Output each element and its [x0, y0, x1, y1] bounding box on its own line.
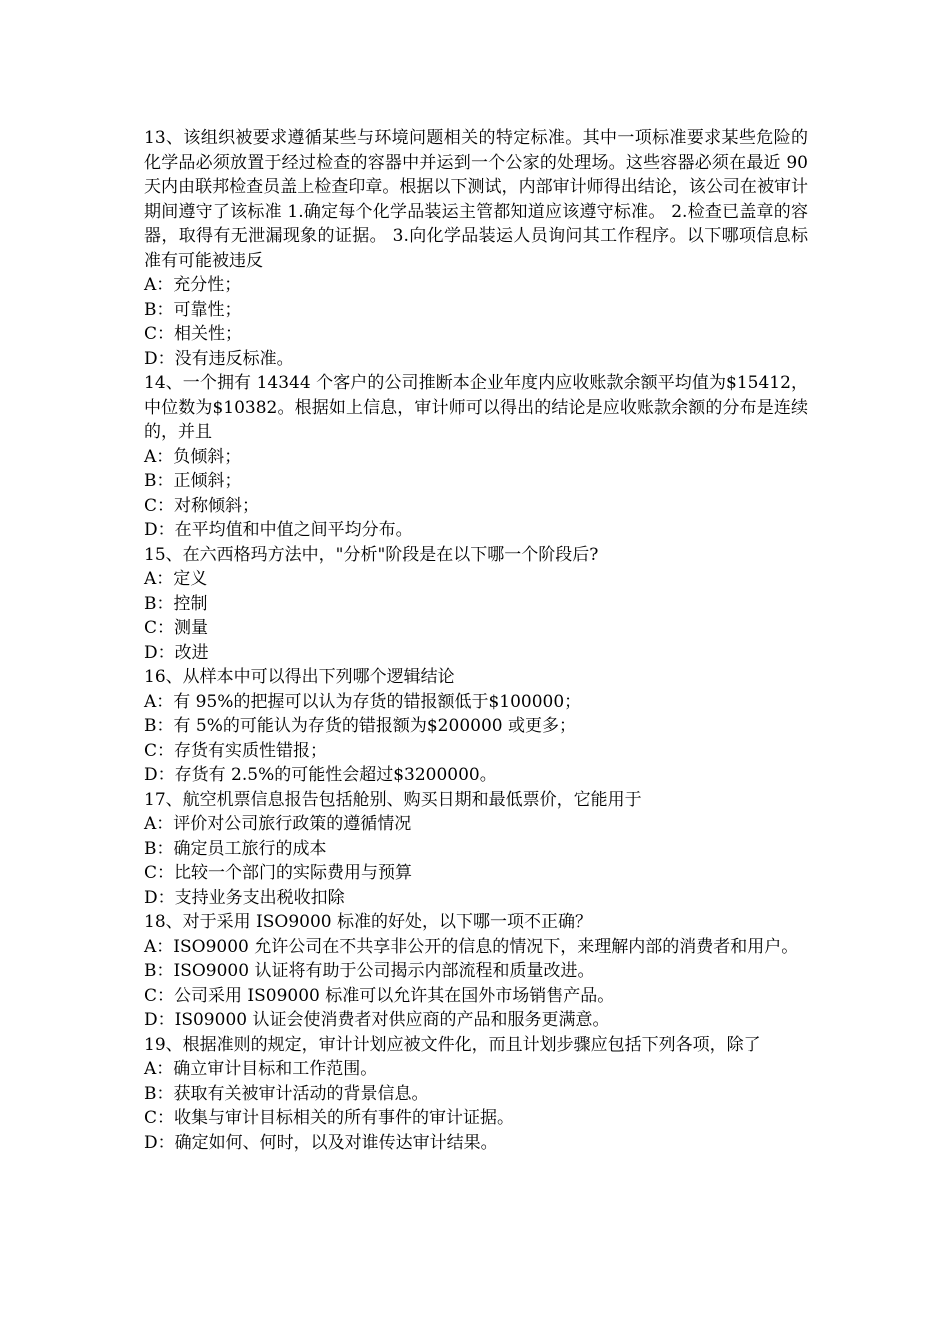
- option-a: A：评价对公司旅行政策的遵循情况: [144, 814, 412, 834]
- question-stem: 19、根据准则的规定，审计计划应被文件化，而且计划步骤应包括下列各项，除了: [144, 1034, 761, 1055]
- option-b: B：获取有关被审计活动的背景信息。: [144, 1083, 429, 1104]
- question-stem: 13、该组织被要求遵循某些与环境问题相关的特定标准。其中一项标准要求某些危险的化学品必须放置于经过检查的容器中并运到一个公家的处理场。这些容器必须在最近 90 天内由联邦检查员盖上检查印章。根据以下测试，内部审计师得出结论，该公司在被审计期间遵守了该标准 1.确定每个化学品装运主管都知道应该遵守标准。 2.检查已盖章的容器，取得有无泄漏现象的证据。 3.向化学品装运人员询问其工作程序。以下哪项信息标准有可能被违反: [144, 128, 808, 271]
- question-stem: 18、对于采用 ISO9000 标准的好处，以下哪一项不正确？: [144, 912, 593, 932]
- option-c: C：测量: [144, 618, 209, 638]
- option-d: D：没有违反标准。: [144, 348, 294, 369]
- option-a: A：ISO9000 允许公司在不共享非公开的信息的情况下，来理解内部的消费者和用户。: [144, 936, 799, 957]
- option-a: A：充分性；: [144, 275, 242, 295]
- option-a: A：确立审计目标和工作范围。: [144, 1059, 378, 1079]
- option-c: C：比较一个部门的实际费用与预算: [144, 863, 413, 883]
- question-13: [144, 126, 808, 371]
- option-d: D：IS09000 认证会使消费者对供应商的产品和服务更满意。: [144, 1010, 610, 1030]
- option-b: B：ISO9000 认证将有助于公司揭示内部流程和质量改进。: [144, 961, 595, 981]
- option-b: B：确定员工旅行的成本: [144, 838, 327, 859]
- option-a: A：定义: [144, 569, 208, 589]
- option-d: D：确定如何、何时，以及对谁传达审计结果。: [144, 1132, 498, 1153]
- question-18: [144, 910, 808, 1033]
- option-c: C：公司采用 IS09000 标准可以允许其在国外市场销售产品。: [144, 985, 615, 1006]
- question-14: [144, 371, 808, 543]
- option-c: C：收集与审计目标相关的所有事件的审计证据。: [144, 1108, 515, 1128]
- question-17: [144, 788, 808, 911]
- question-stem: 16、从样本中可以得出下列哪个逻辑结论: [144, 667, 455, 687]
- option-d: D：改进: [144, 642, 209, 663]
- question-stem: 15、在六西格玛方法中，"分析"阶段是在以下哪一个阶段后?: [144, 544, 599, 565]
- option-b: B：可靠性；: [144, 299, 242, 320]
- question-16: [144, 665, 808, 788]
- option-d: D：在平均值和中值之间平均分布。: [144, 520, 413, 540]
- option-c: C：存货有实质性错报；: [144, 740, 328, 761]
- option-a: A：有 95%的把握可以认为存货的错报额低于$100000；: [144, 691, 582, 712]
- question-15: [144, 543, 808, 666]
- document-page: [144, 126, 808, 1155]
- option-c: C：相关性；: [144, 324, 243, 344]
- option-b: B：正倾斜；: [144, 471, 242, 491]
- option-d: D：支持业务支出税收扣除: [144, 887, 345, 908]
- option-d: D：存货有 2.5%的可能性会超过$3200000。: [144, 765, 497, 785]
- question-stem: 17、航空机票信息报告包括舱别、购买日期和最低票价，它能用于: [144, 789, 642, 810]
- question-stem: 14、一个拥有 14344 个客户的公司推断本企业年度内应收账款余额平均值为$15412，中位数为$10382。根据如上信息，审计师可以得出的结论是应收账款余额的分布是连续的，并且: [144, 373, 808, 442]
- option-b: B：有 5%的可能认为存货的错报额为$200000 或更多；: [144, 716, 576, 736]
- option-c: C：对称倾斜；: [144, 495, 260, 516]
- option-a: A：负倾斜；: [144, 446, 242, 467]
- option-b: B：控制: [144, 593, 208, 614]
- question-19: [144, 1033, 808, 1156]
